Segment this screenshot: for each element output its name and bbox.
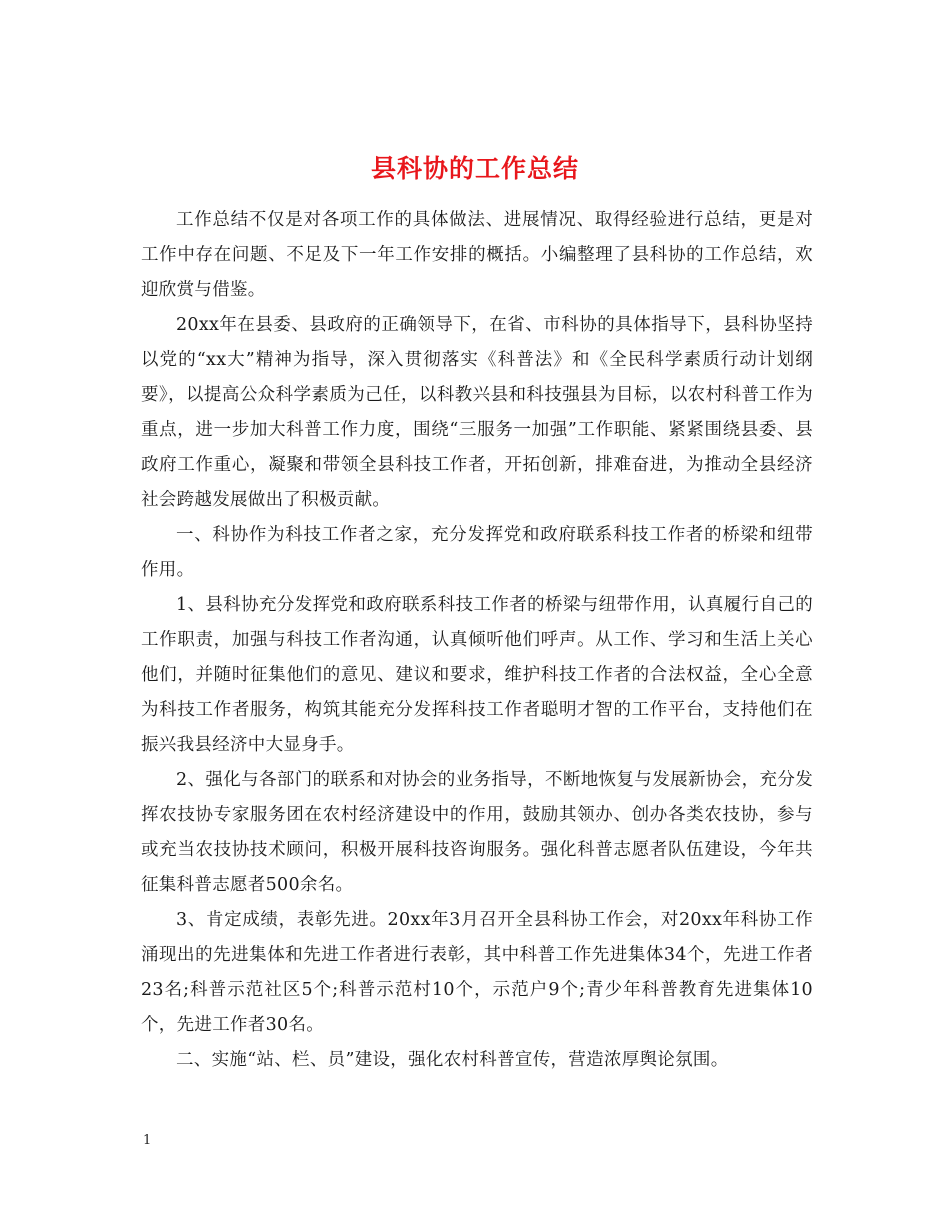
document-body [141,203,813,1078]
paragraph-item-2: 2、强化与各部门的联系和对协会的业务指导，不断地恢复与发展新协会，充分发挥农技协专家服务团在农村经济建设中的作用，鼓励其领办、创办各类农技协，参与或充当农技协技术顾问，积极开展科技咨询服务。强化科普志愿者队伍建设，今年共征集科普志愿者500余名。 [141,770,813,895]
page-title: 县科协的工作总结 [370,153,579,183]
section-heading-one: 一、科协作为科技工作者之家，充分发挥党和政府联系科技工作者的桥梁和纽带作用。 [141,525,813,580]
paragraph-item-3: 3、肯定成绩，表彰先进。20xx年3月召开全县科协工作会，对20xx年科协工作涌现出的先进集体和先进工作者进行表彰，其中科普工作先进集体34个，先进工作者23名;科普示范社区5个;科普示范村10个，示范户9个;青少年科普教育先进集体10个，先进工作者30名。 [141,910,813,1035]
paragraph-item-1: 1、县科协充分发挥党和政府联系科技工作者的桥梁与纽带作用，认真履行自己的工作职责，加强与科技工作者沟通，认真倾听他们呼声。从工作、学习和生活上关心他们，并随时征集他们的意见、建议和要求，维护科技工作者的合法权益，全心全意为科技工作者服务，构筑其能充分发挥科技工作者聪明才智的工作平台，支持他们在振兴我县经济中大显身手。 [141,595,813,755]
paragraph-overview: 20xx年在县委、县政府的正确领导下，在省、市科协的具体指导下，县科协坚持以党的“xx大”精神为指导，深入贯彻落实《科普法》和《全民科学素质行动计划纲要》，以提高公众科学素质为己任，以科教兴县和科技强县为目标，以农村科普工作为重点，进一步加大科普工作力度，围绕“三服务一加强”工作职能、紧紧围绕县委、县政府工作重心，凝聚和带领全县科技工作者，开拓创新，排难奋进，为推动全县经济社会跨越发展做出了积极贡献。 [141,315,813,510]
page-number: 1 [143,1133,152,1148]
section-heading-two: 二、实施“站、栏、员”建设，强化农村科普宣传，营造浓厚舆论氛围。 [176,1050,729,1070]
paragraph-intro: 工作总结不仅是对各项工作的具体做法、进展情况、取得经验进行总结，更是对工作中存在问题、不足及下一年工作安排的概括。小编整理了县科协的工作总结，欢迎欣赏与借鉴。 [141,210,813,300]
